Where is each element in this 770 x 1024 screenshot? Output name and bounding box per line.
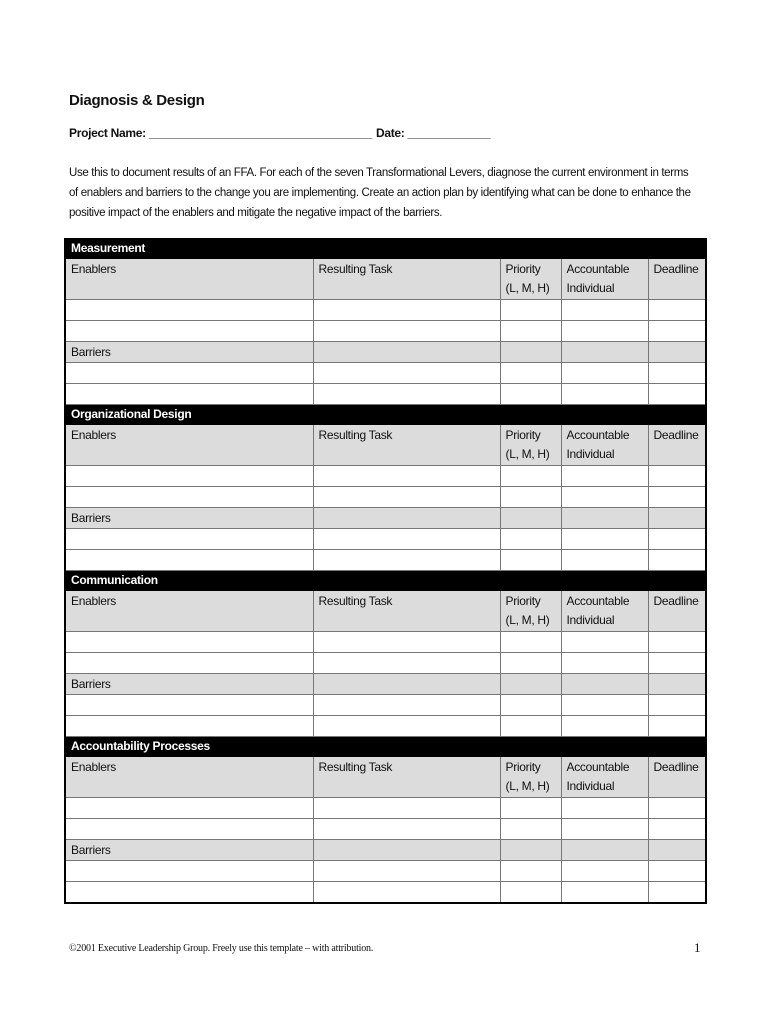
barriers-cell [561, 674, 648, 695]
entry-row [65, 653, 706, 674]
priority-cell[interactable] [500, 487, 561, 508]
resulting-task-header: Resulting Task [313, 259, 500, 300]
deadline-header: Deadline [648, 591, 706, 632]
enabler-cell[interactable] [65, 716, 313, 737]
priority-cell[interactable] [500, 861, 561, 882]
section-header-cell [313, 571, 500, 591]
barriers-cell [561, 840, 648, 861]
task-cell[interactable] [313, 653, 500, 674]
accountable-cell[interactable] [561, 363, 648, 384]
task-cell[interactable] [313, 861, 500, 882]
priority-cell[interactable] [500, 882, 561, 904]
accountable-cell[interactable] [561, 632, 648, 653]
column-header-line: (L, M, H) [505, 779, 550, 793]
entry-row [65, 550, 706, 571]
enablers-header: Enablers [65, 757, 313, 798]
deadline-cell[interactable] [648, 882, 706, 904]
page-title: Diagnosis & Design [69, 92, 205, 109]
accountable-cell[interactable] [561, 695, 648, 716]
enabler-cell[interactable] [65, 695, 313, 716]
enabler-cell[interactable] [65, 882, 313, 904]
barriers-label: Barriers [65, 508, 313, 529]
priority-cell[interactable] [500, 819, 561, 840]
resulting-task-header: Resulting Task [313, 757, 500, 798]
section-header-cell [561, 239, 648, 259]
column-header-line: Individual [566, 447, 615, 461]
accountable-cell[interactable] [561, 529, 648, 550]
barriers-cell [648, 674, 706, 695]
enabler-cell[interactable] [65, 819, 313, 840]
column-header-line: Individual [566, 613, 615, 627]
accountable-cell[interactable] [561, 819, 648, 840]
section-header [65, 405, 706, 425]
barriers-cell [561, 342, 648, 363]
ffa-table [64, 238, 707, 904]
section-header [65, 737, 706, 757]
deadline-cell[interactable] [648, 550, 706, 571]
enabler-cell[interactable] [65, 653, 313, 674]
task-cell[interactable] [313, 550, 500, 571]
enabler-cell[interactable] [65, 550, 313, 571]
entry-row [65, 363, 706, 384]
priority-header [500, 591, 561, 632]
barriers-label: Barriers [65, 840, 313, 861]
instructions: Use this to document results of an FFA. For each of the seven Transformational Levers, diagnose the current environment in terms of enablers and barriers to the change you are implementing. Create an action plan by identifying what can be done to enhance the positive impact of the enablers and mitigate the negative impact of the barriers. [69, 167, 691, 219]
barriers-row [65, 508, 706, 529]
entry-row [65, 529, 706, 550]
barriers-cell [648, 342, 706, 363]
entry-row [65, 716, 706, 737]
priority-cell[interactable] [500, 321, 561, 342]
deadline-cell[interactable] [648, 695, 706, 716]
column-header-line: (L, M, H) [505, 613, 550, 627]
section-header-cell [313, 405, 500, 425]
barriers-cell [313, 674, 500, 695]
section-header-cell [648, 239, 706, 259]
task-cell[interactable] [313, 466, 500, 487]
accountable-cell[interactable] [561, 466, 648, 487]
barriers-cell [313, 508, 500, 529]
column-header-line: Accountable [566, 262, 630, 276]
column-header-row [65, 757, 706, 798]
priority-cell[interactable] [500, 466, 561, 487]
accountable-header [561, 591, 648, 632]
barriers-cell [500, 342, 561, 363]
priority-header [500, 425, 561, 466]
accountable-cell[interactable] [561, 550, 648, 571]
entry-row [65, 487, 706, 508]
section-header-cell [648, 571, 706, 591]
column-header-line: Accountable [566, 594, 630, 608]
column-header-row [65, 425, 706, 466]
priority-cell[interactable] [500, 550, 561, 571]
entry-row [65, 882, 706, 904]
enabler-cell[interactable] [65, 487, 313, 508]
section-header-cell [561, 737, 648, 757]
task-cell[interactable] [313, 487, 500, 508]
section-header-cell [561, 571, 648, 591]
deadline-cell[interactable] [648, 653, 706, 674]
task-cell[interactable] [313, 529, 500, 550]
accountable-cell[interactable] [561, 487, 648, 508]
barriers-cell [500, 840, 561, 861]
task-cell[interactable] [313, 384, 500, 405]
section-title: Organizational Design [65, 405, 313, 425]
barriers-cell [313, 840, 500, 861]
priority-cell[interactable] [500, 695, 561, 716]
barriers-cell [500, 508, 561, 529]
column-header-line: Priority [505, 428, 541, 442]
column-header-line: Individual [566, 281, 615, 295]
enabler-cell[interactable] [65, 798, 313, 819]
task-cell[interactable] [313, 300, 500, 321]
barriers-row [65, 674, 706, 695]
section-header-cell [500, 571, 561, 591]
column-header-row [65, 259, 706, 300]
enabler-cell[interactable] [65, 363, 313, 384]
section-header [65, 239, 706, 259]
enabler-cell[interactable] [65, 861, 313, 882]
column-header-line: Priority [505, 262, 541, 276]
enabler-cell[interactable] [65, 321, 313, 342]
priority-cell[interactable] [500, 798, 561, 819]
priority-cell[interactable] [500, 384, 561, 405]
enabler-cell[interactable] [65, 632, 313, 653]
accountable-cell[interactable] [561, 716, 648, 737]
column-header-line: (L, M, H) [505, 281, 550, 295]
priority-cell[interactable] [500, 300, 561, 321]
deadline-header: Deadline [648, 425, 706, 466]
date-field: Date: _____________ [376, 126, 491, 140]
task-cell[interactable] [313, 695, 500, 716]
accountable-header [561, 425, 648, 466]
priority-cell[interactable] [500, 716, 561, 737]
entry-row [65, 819, 706, 840]
accountable-cell[interactable] [561, 384, 648, 405]
entry-row [65, 466, 706, 487]
section-header-cell [648, 405, 706, 425]
task-cell[interactable] [313, 716, 500, 737]
resulting-task-header: Resulting Task [313, 425, 500, 466]
entry-row [65, 798, 706, 819]
accountable-cell[interactable] [561, 321, 648, 342]
barriers-row [65, 342, 706, 363]
enablers-header: Enablers [65, 425, 313, 466]
enablers-header: Enablers [65, 591, 313, 632]
accountable-header [561, 757, 648, 798]
column-header-line: Priority [505, 594, 541, 608]
entry-row [65, 695, 706, 716]
entry-row [65, 384, 706, 405]
deadline-cell[interactable] [648, 798, 706, 819]
deadline-cell[interactable] [648, 716, 706, 737]
entry-row [65, 632, 706, 653]
priority-cell[interactable] [500, 529, 561, 550]
section-title: Measurement [65, 239, 313, 259]
barriers-cell [500, 674, 561, 695]
task-cell[interactable] [313, 798, 500, 819]
accountable-cell[interactable] [561, 300, 648, 321]
deadline-cell[interactable] [648, 487, 706, 508]
task-cell[interactable] [313, 321, 500, 342]
deadline-header: Deadline [648, 259, 706, 300]
section-header [65, 571, 706, 591]
accountable-cell[interactable] [561, 861, 648, 882]
deadline-cell[interactable] [648, 529, 706, 550]
section-title: Accountability Processes [65, 737, 313, 757]
footer-attribution: ©2001 Executive Leadership Group. Freely use this template – with attribution. [69, 943, 374, 954]
section-title: Communication [65, 571, 313, 591]
section-header-cell [500, 737, 561, 757]
deadline-cell[interactable] [648, 819, 706, 840]
section-header-cell [500, 239, 561, 259]
deadline-cell[interactable] [648, 466, 706, 487]
enablers-header: Enablers [65, 259, 313, 300]
deadline-cell[interactable] [648, 363, 706, 384]
column-header-line: Priority [505, 760, 541, 774]
project-name-field: Project Name: ___________________________________ [69, 126, 372, 140]
accountable-cell[interactable] [561, 653, 648, 674]
deadline-cell[interactable] [648, 632, 706, 653]
deadline-cell[interactable] [648, 321, 706, 342]
priority-cell[interactable] [500, 653, 561, 674]
priority-cell[interactable] [500, 632, 561, 653]
section-header-cell [313, 737, 500, 757]
deadline-header: Deadline [648, 757, 706, 798]
enabler-cell[interactable] [65, 300, 313, 321]
column-header-line: Accountable [566, 760, 630, 774]
deadline-cell[interactable] [648, 384, 706, 405]
accountable-cell[interactable] [561, 798, 648, 819]
deadline-cell[interactable] [648, 300, 706, 321]
section-header-cell [313, 239, 500, 259]
barriers-cell [561, 508, 648, 529]
column-header-line: (L, M, H) [505, 447, 550, 461]
section-header-cell [561, 405, 648, 425]
task-cell[interactable] [313, 363, 500, 384]
column-header-row [65, 591, 706, 632]
barriers-cell [648, 840, 706, 861]
priority-cell[interactable] [500, 363, 561, 384]
section-header-cell [648, 737, 706, 757]
enabler-cell[interactable] [65, 384, 313, 405]
task-cell[interactable] [313, 882, 500, 904]
barriers-cell [648, 508, 706, 529]
section-header-cell [500, 405, 561, 425]
task-cell[interactable] [313, 819, 500, 840]
barriers-row [65, 840, 706, 861]
task-cell[interactable] [313, 632, 500, 653]
enabler-cell[interactable] [65, 529, 313, 550]
entry-row [65, 861, 706, 882]
entry-row [65, 321, 706, 342]
barriers-cell [313, 342, 500, 363]
column-header-line: Accountable [566, 428, 630, 442]
resulting-task-header: Resulting Task [313, 591, 500, 632]
priority-header [500, 757, 561, 798]
accountable-header [561, 259, 648, 300]
accountable-cell[interactable] [561, 882, 648, 904]
barriers-label: Barriers [65, 674, 313, 695]
priority-header [500, 259, 561, 300]
barriers-label: Barriers [65, 342, 313, 363]
column-header-line: Individual [566, 779, 615, 793]
deadline-cell[interactable] [648, 861, 706, 882]
entry-row [65, 300, 706, 321]
enabler-cell[interactable] [65, 466, 313, 487]
page-number: 1 [694, 940, 701, 955]
